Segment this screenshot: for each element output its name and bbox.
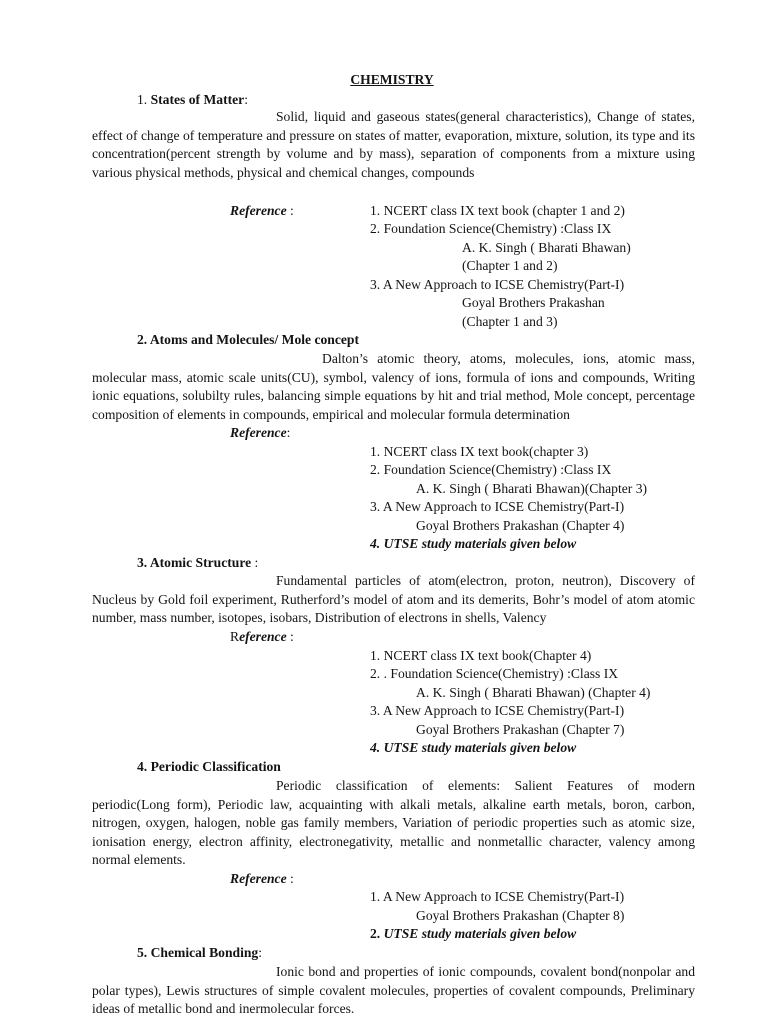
section-3-heading-suffix: : [251,555,259,570]
section-4-reference-label [230,870,294,888]
section-2-reference-colon: : [286,425,291,440]
section-2-ref-4: 3. A New Approach to ICSE Chemistry(Part-I) [370,499,625,514]
section-4-ref-2: Goyal Brothers Prakashan (Chapter 8) [416,908,625,923]
section-3-reference-r: R [230,629,240,644]
section-3-ref-3: A. K. Singh ( Bharati Bhawan) (Chapter 4) [416,685,651,700]
section-3-reference-label [230,628,294,646]
section-3-ref-1: 1. NCERT class IX text book(Chapter 4) [370,648,592,663]
section-5-heading [137,944,262,962]
section-4-ref-1: 1. A New Approach to ICSE Chemistry(Part-I) [370,889,625,904]
section-1-reference-label [230,202,294,220]
section-4-text: Periodic classification of elements: Salient Features of modern periodic(Long form), Periodic law, acquainting with alkali metals, alkaline earth metals, boron, carbon, nitrogen, oxygen, halogen, noble gas family members, Variation of periodic properties such as atomic size, ionisation energy, electron affinity, electronegativity, metallic and nonmetallic character, valency among normal elements. [92,778,695,868]
section-2-text: Dalton’s atomic theory, atoms, molecules, ions, atomic mass, molecular mass, atomic scale units(CU), symbol, valency of ions, formula of ions and compounds, Writing ionic equations, solubilty rules, balancing simple equations by hit and trial method, Mole concept, percentage composition of elements in compounds, empirical and molecular formula determination [92,351,695,422]
section-1-text: Solid, liquid and gaseous states(general characteristics), Change of states, effect of change of temperature and pressure on states of matter, evaporation, mixture, solution, its type and its concentration(percent strength by volume and by mass), separation of components from a mixture using various physical methods, physical and chemical changes, compounds [92,109,695,180]
section-2-ref-5: Goyal Brothers Prakashan (Chapter 4) [416,518,625,533]
section-1-ref-5: 3. A New Approach to ICSE Chemistry(Part-I) [370,277,625,292]
section-4-ref-3 [370,925,576,943]
section-3-heading [137,554,258,572]
section-1-heading-title: States of Matter [150,92,245,107]
section-2-heading: 2. Atoms and Molecules/ Mole concept [137,332,359,347]
section-1-reference-word: Reference [230,203,287,218]
section-3-text: Fundamental particles of atom(electron, proton, neutron), Discovery of Nucleus by Gold foil experiment, Rutherford’s model of atom and its demerits, Bohr’s model of atom atomic number, mass number, isotopes, isobars, Distribution of electrons in shells, Valency [92,573,695,626]
section-1-ref-1: 1. NCERT class IX text book (chapter 1 and 2) [370,203,625,218]
section-4-ref-3-num: 2. [370,926,384,941]
section-5-heading-suffix: : [258,945,263,960]
section-1-ref-6: Goyal Brothers Prakashan [462,295,605,310]
section-4-reference-word: Reference [230,871,287,886]
section-3-ref-5: Goyal Brothers Prakashan (Chapter 7) [416,722,625,737]
section-2-ref-6: 4. UTSE study materials given below [370,536,577,551]
section-1-heading-num: 1. [137,92,151,107]
section-2-reference-label [230,424,290,442]
section-5-text: Ionic bond and properties of ionic compounds, covalent bond(nonpolar and polar types), Lewis structures of simple covalent molecules, properties of covalent compounds, Preliminary ideas of metallic bond and inermolecular forces. [92,964,695,1017]
section-2-ref-3: A. K. Singh ( Bharati Bhawan)(Chapter 3) [416,481,648,496]
section-2-ref-1: 1. NCERT class IX text book(chapter 3) [370,444,589,459]
section-1-ref-2: 2. Foundation Science(Chemistry) :Class IX [370,221,612,236]
section-4-heading: 4. Periodic Classification [137,759,281,774]
section-3-ref-2: 2. . Foundation Science(Chemistry) :Class IX [370,666,619,681]
section-3-reference-word: eference [239,629,287,644]
section-1-reference-colon: : [286,203,294,218]
section-4-reference-colon: : [286,871,294,886]
section-3-ref-4: 3. A New Approach to ICSE Chemistry(Part-I) [370,703,625,718]
page-title: CHEMISTRY [350,72,434,87]
section-1-ref-4: (Chapter 1 and 2) [462,258,558,273]
section-1-ref-7: (Chapter 1 and 3) [462,314,558,329]
section-5-heading-title: 5. Chemical Bonding [137,945,259,960]
section-4-ref-3-text: UTSE study materials given below [383,926,577,941]
section-3-ref-6: 4. UTSE study materials given below [370,740,577,755]
section-1-heading-suffix: : [244,92,248,107]
section-1-heading [137,91,248,109]
section-2-ref-2: 2. Foundation Science(Chemistry) :Class IX [370,462,612,477]
section-1-ref-3: A. K. Singh ( Bharati Bhawan) [462,240,631,255]
section-3-reference-colon: : [286,629,294,644]
section-2-reference-word: Reference [230,425,287,440]
section-3-heading-title: 3. Atomic Structure [137,555,252,570]
